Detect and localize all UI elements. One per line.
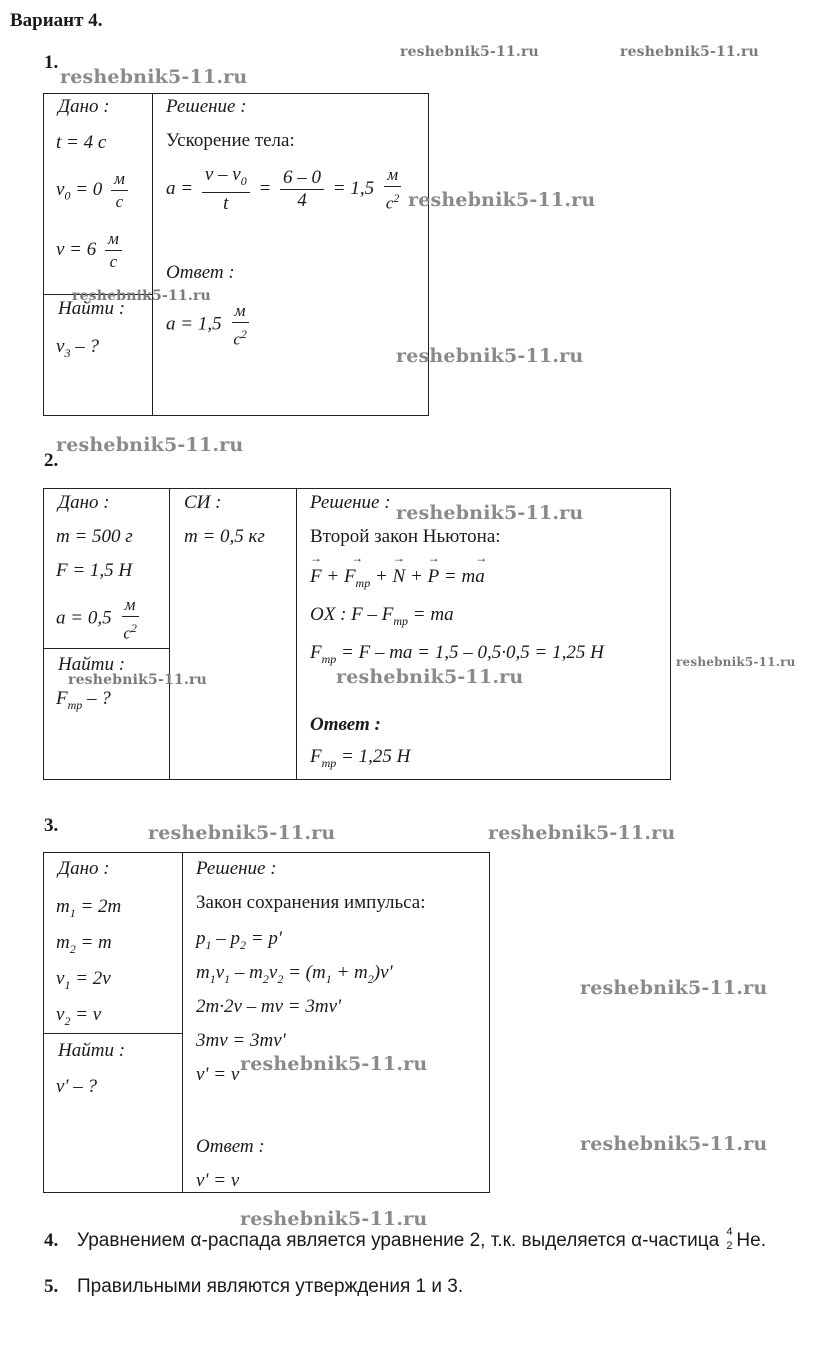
helium-mass-number: 4 — [726, 1226, 733, 1238]
task1-solution-title: Ускорение тела: — [166, 130, 295, 151]
watermark: reshebnik5-11.ru — [60, 66, 248, 88]
task3-eq5: v' = v — [196, 1064, 240, 1085]
task3-answer-header: Ответ : — [196, 1136, 265, 1157]
task3-solution-title: Закон сохранения импульса: — [196, 892, 426, 913]
task2-eq3: $F_{тр} = F$ – ma = 1,5 – 0,5·0,5 = 1,25 Н — [310, 642, 604, 666]
task3-row-divider — [43, 1033, 183, 1034]
task2-dano-F: F = 1,5 Н — [56, 560, 133, 581]
task2-dano-m: m = 500 г — [56, 526, 133, 547]
task3-column-divider — [182, 852, 183, 1193]
watermark: reshebnik5-11.ru — [336, 666, 524, 688]
task3-solution-header: Решение : — [196, 858, 277, 879]
task3-eq3: 2m·2v – mv = 3mv' — [196, 996, 342, 1017]
task1-column-divider — [152, 93, 153, 416]
task1-solution-header: Решение : — [166, 96, 247, 117]
task2-find: $F_{тр}$ – ? — [56, 688, 111, 712]
helium-charge-number: 2 — [726, 1240, 733, 1252]
task3-answer: v' = v — [196, 1170, 240, 1190]
task2-eq2: OX : F – $F_{тр}$ = ma — [310, 604, 454, 628]
task3-dano-m2: $m_2 = m$ — [56, 932, 112, 956]
task1-dano-v: v = 6 $\frac{м}{с}$ — [56, 228, 126, 273]
task2-answer-header: Ответ : — [310, 714, 381, 735]
task2-dano-header: Дано : — [58, 492, 110, 513]
watermark: reshebnik5-11.ru — [488, 822, 676, 844]
watermark: reshebnik5-11.ru — [240, 1208, 428, 1230]
task2-column-divider-2 — [296, 488, 297, 780]
page-title: Вариант 4. — [10, 10, 103, 31]
task1-answer-header: Ответ : — [166, 262, 235, 283]
watermark: reshebnik5-11.ru — [72, 288, 211, 304]
task2-find-header: Найти : — [58, 654, 126, 675]
task2-number: 2. — [44, 450, 59, 471]
watermark: reshebnik5-11.ru — [676, 655, 796, 669]
helium-nucleus — [724, 1226, 736, 1252]
task1-formula: a = $\frac{v - v_0}{t}$ = $\frac{6 - 0}{4}$ = 1,5 $\frac{м}{с^2}$ — [166, 164, 400, 214]
task4-number: 4. — [44, 1230, 59, 1251]
task3-dano-v2: $v_2 = v$ — [56, 1004, 102, 1028]
helium-symbol: He. — [736, 1230, 766, 1251]
task2-eq1: → F + → $F_{тр}$ + → N + → P = m→ a — [310, 566, 485, 591]
task3-find-header: Найти : — [58, 1040, 126, 1061]
task2-solution-title: Второй закон Ньютона: — [310, 526, 501, 547]
watermark: reshebnik5-11.ru — [396, 502, 584, 524]
task5-number: 5. — [44, 1276, 59, 1297]
task4-text — [77, 1226, 766, 1252]
watermark: reshebnik5-11.ru — [148, 822, 336, 844]
watermark: reshebnik5-11.ru — [580, 977, 768, 999]
watermark: reshebnik5-11.ru — [408, 189, 596, 211]
task1-dano-t: t = 4 с — [56, 132, 107, 153]
task1-answer: a = 1,5 $\frac{м}{с^2}$ — [166, 301, 247, 349]
task2-solution-header: Решение : — [310, 492, 391, 513]
task2-answer: $F_{тр} = 1,25$ Н — [310, 746, 411, 770]
watermark: reshebnik5-11.ru — [580, 1133, 768, 1155]
task1-dano-v0: $v_0 = 0$ $\frac{м}{с}$ — [56, 168, 132, 213]
task2-dano-a: a = 0,5 $\frac{м}{с^2}$ — [56, 595, 137, 643]
task2-column-divider-1 — [169, 488, 170, 780]
task3-eq4: 3mv = 3mv' — [196, 1030, 286, 1051]
task3-dano-m1: $m_1 = 2m$ — [56, 896, 122, 920]
task2-row-divider — [43, 648, 170, 649]
task3-dano-v1: $v_1 = 2v$ — [56, 968, 111, 992]
task3-find: v' – ? — [56, 1076, 97, 1097]
watermark: reshebnik5-11.ru — [620, 44, 759, 60]
task3-number: 3. — [44, 815, 59, 836]
task5-text: Правильными являются утверждения 1 и 3. — [77, 1276, 464, 1297]
task3-dano-header: Дано : — [58, 858, 110, 879]
task1-number: 1. — [44, 52, 59, 73]
task2-si-value: m = 0,5 кг — [184, 526, 265, 547]
task3-eq2: $m_1v_1 - m_2v_2 = (m_1 + m_2)v'$ — [196, 962, 393, 986]
watermark: reshebnik5-11.ru — [400, 44, 539, 60]
watermark: reshebnik5-11.ru — [396, 345, 584, 367]
watermark: reshebnik5-11.ru — [68, 672, 207, 688]
task1-dano-header: Дано : — [58, 96, 110, 117]
watermark: reshebnik5-11.ru — [240, 1053, 428, 1075]
task3-eq1: $p_1 - p_2 = p'$ — [196, 928, 282, 952]
task2-si-header: СИ : — [184, 492, 222, 513]
watermark: reshebnik5-11.ru — [56, 434, 244, 456]
task4-sentence: Уравнением α-распада является уравнение 2, т.к. выделяется α-частица — [77, 1230, 720, 1251]
task1-find-header: Найти : — [58, 298, 126, 319]
task1-find: $v_3$ – ? — [56, 336, 99, 360]
